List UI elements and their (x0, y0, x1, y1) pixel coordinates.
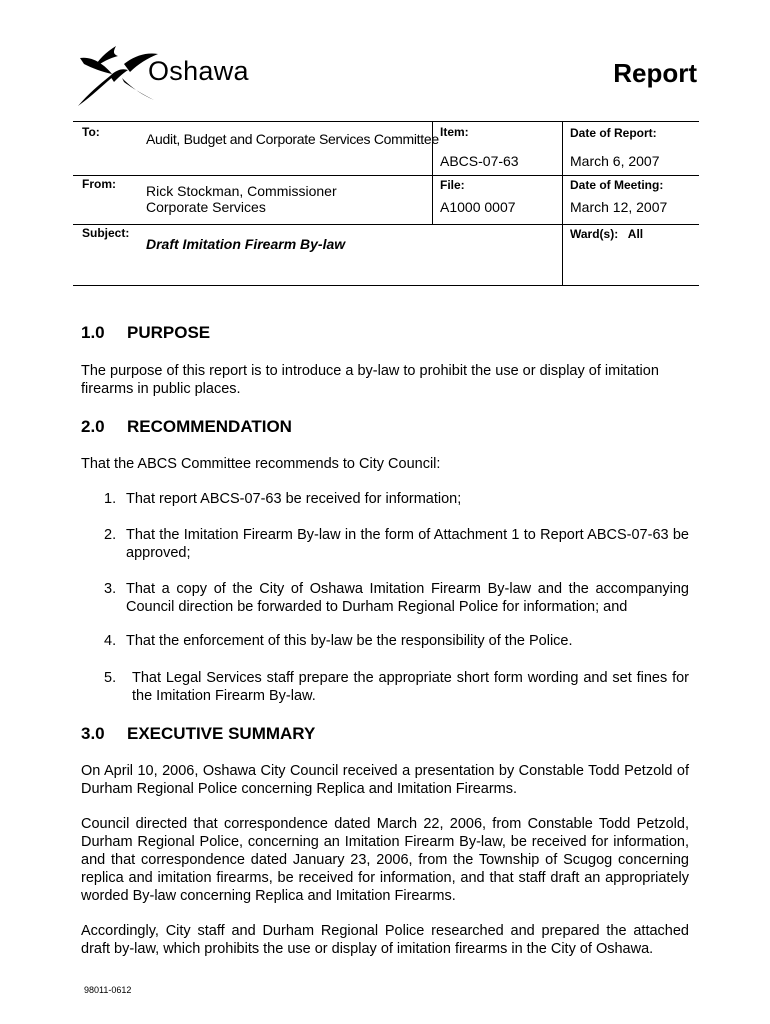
recommendation-title: RECOMMENDATION (127, 417, 292, 436)
list-item-number: 4. (104, 633, 117, 649)
footer-code: 98011-0612 (84, 985, 132, 995)
item-label: Item: (440, 125, 469, 139)
date-of-report-label: Date of Report: (570, 126, 657, 140)
recommendation-intro: That the ABCS Committee recommends to City Council: (81, 456, 441, 472)
list-item-text: That the Imitation Firearm By-law in the form of Attachment 1 to Report ABCS-07-63 be approved; (126, 527, 689, 561)
logo-text: Oshawa (148, 56, 249, 86)
list-item (104, 490, 689, 508)
executive-summary-number: 3.0 (81, 724, 105, 743)
from-value-line2: Corporate Services (146, 199, 266, 215)
table-row-rule-2 (73, 224, 699, 225)
purpose-number: 1.0 (81, 323, 105, 342)
report-title: Report (613, 58, 697, 88)
purpose-text: The purpose of this report is to introduce a by-law to prohibit the use or display of imitation firearms in public places. (81, 363, 659, 397)
table-bottom-rule (73, 285, 699, 286)
executive-summary-paragraph-2: Council directed that correspondence dated March 22, 2006, from Constable Todd Petzold, Durham Regional Police, concerning an Imitation Firearm By-law, be received for information, and that correspondence dated January 23, 2006, from the Township of Scugog concerning replica and imitation firearms, be received for information, and that staff draft an appropriately worded By-law concerning Replica and Imitation Firearms. (81, 816, 689, 904)
purpose-title: PURPOSE (127, 323, 211, 342)
list-item (104, 632, 689, 650)
purpose-heading (81, 323, 210, 343)
executive-summary-paragraph-1: On April 10, 2006, Oshawa City Council received a presentation by Constable Todd Petzold of Durham Regional Police concerning Replica and Imitation Firearms. (81, 763, 689, 797)
list-item-text: That the enforcement of this by-law be the responsibility of the Police. (126, 633, 573, 649)
list-item-text: That a copy of the City of Oshawa Imitation Firearm By-law and the accompanying Council direction be forwarded to Durham Regional Police for information; and (126, 581, 689, 615)
table-divider-2 (562, 121, 563, 285)
list-item-text: That Legal Services staff prepare the appropriate short form wording and set fines for the Imitation Firearm By-law. (132, 670, 689, 704)
wards-label: Ward(s): (570, 227, 619, 241)
from-value-line1: Rick Stockman, Commissioner (146, 183, 337, 199)
list-item (104, 580, 689, 616)
wards-value: All (627, 227, 644, 241)
executive-summary-paragraph-3: Accordingly, City staff and Durham Regional Police researched and prepared the attached draft by-law, which prohibits the use or display of imitation firearms in the City of Oshawa. (81, 923, 689, 957)
date-of-meeting-label: Date of Meeting: (570, 178, 664, 192)
list-item-number: 3. (104, 581, 117, 597)
table-row-rule-1 (73, 175, 699, 176)
subject-value: Draft Imitation Firearm By-law (146, 236, 346, 252)
date-of-report-value: March 6, 2007 (570, 153, 660, 169)
recommendation-heading (81, 417, 292, 437)
file-label: File: (440, 178, 465, 192)
list-item (104, 526, 689, 562)
list-item-text: That report ABCS-07-63 be received for information; (126, 491, 462, 507)
list-item (104, 669, 689, 705)
recommendation-number: 2.0 (81, 417, 105, 436)
executive-summary-title: EXECUTIVE SUMMARY (127, 724, 316, 743)
to-label: To: (82, 125, 100, 139)
file-value: A1000 0007 (440, 199, 516, 215)
list-item-number: 2. (104, 527, 117, 543)
wards-field (570, 227, 643, 241)
to-value: Audit, Budget and Corporate Services Committee (146, 131, 439, 147)
subject-label: Subject: (82, 226, 130, 240)
list-item-number: 1. (104, 491, 117, 507)
list-item-number: 5. (104, 670, 117, 686)
date-of-meeting-value: March 12, 2007 (570, 199, 668, 215)
from-label: From: (82, 177, 116, 191)
executive-summary-heading (81, 724, 315, 744)
item-value: ABCS-07-63 (440, 153, 519, 169)
table-top-rule (73, 121, 699, 122)
